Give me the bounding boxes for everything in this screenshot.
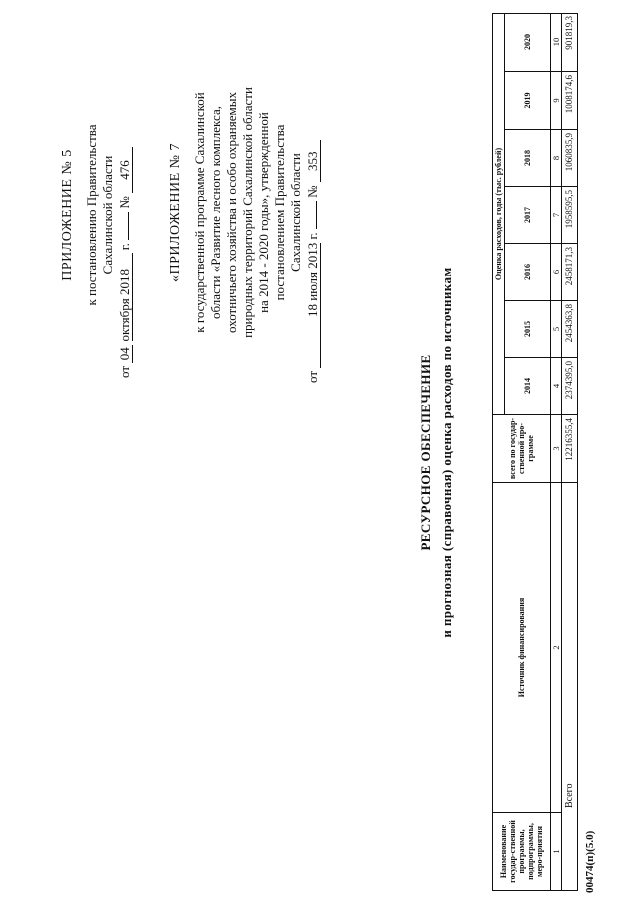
- header-year-2016: 2016: [505, 243, 551, 300]
- appendix-7-line-7: Сахалинской области: [288, 153, 303, 272]
- row-total-spacer: [562, 812, 577, 890]
- header-year-2015: 2015: [505, 300, 551, 357]
- header-total: всего по государ-ственной про-грамме: [493, 414, 551, 482]
- appendix-5-date-prefix: от: [117, 365, 132, 378]
- appendix-7-number-prefix: №: [305, 185, 320, 198]
- col-number-7: 7: [551, 186, 562, 243]
- document-title: РЕСУРСНОЕ ОБЕСПЕЧЕНИЕ: [418, 354, 433, 551]
- header-year-2018: 2018: [505, 129, 551, 186]
- row-total-sum: 12216355,4: [562, 414, 577, 482]
- appendix-5-date-gap: [128, 212, 129, 240]
- row-total-2019: 1008174,6: [562, 71, 577, 129]
- appendix-7-date-suffix: г.: [305, 232, 320, 240]
- header-year-2020: 2020: [505, 13, 551, 71]
- appendix-7-title: «ПРИЛОЖЕНИЕ № 7: [168, 143, 183, 282]
- appendix-5-title: ПРИЛОЖЕНИЕ № 5: [60, 149, 75, 281]
- appendix-5-number: 476: [118, 147, 133, 193]
- appendix-5-date-month-year: октября 2018: [118, 253, 133, 341]
- appendix-7-date-gap: [316, 201, 317, 229]
- appendix-5-line-1: к постановлению Правительства: [84, 124, 99, 306]
- appendix-7-date-value: 18 июля 2013: [306, 243, 321, 368]
- col-number-3: 3: [551, 414, 562, 482]
- col-number-9: 9: [551, 71, 562, 129]
- appendix-7-number: 353: [306, 140, 321, 182]
- row-total-2015: 2454363,8: [562, 300, 577, 357]
- appendix-7-date-prefix: от: [305, 370, 320, 383]
- appendix-7-line-5: на 2014 - 2020 годы», утвержденной: [256, 112, 271, 313]
- appendix-7-line-2: области «Развитие лесного комплекса,: [208, 106, 223, 319]
- appendix-5-date-suffix: г.: [117, 243, 132, 251]
- resource-table: [492, 13, 578, 891]
- row-total-2020: 901819,3: [564, 16, 574, 50]
- header-program-name: Наименование государ-ственной программы, подпрограммы, меро-приятия: [493, 812, 551, 890]
- header-estimate-years: Оценка расходов, годы (тыс. рублей): [493, 13, 505, 414]
- col-number-8: 8: [551, 129, 562, 186]
- appendix-7-line-6: постановлением Правительства: [272, 124, 287, 301]
- row-total-label: Всего: [562, 482, 577, 812]
- col-number-1: 1: [551, 812, 562, 890]
- appendix-7-block: [168, 40, 321, 385]
- col-number-2: 2: [551, 482, 562, 812]
- row-total-2017: 1958595,5: [562, 186, 577, 243]
- appendix-7-line-1: к государственной программе Сахалинской: [192, 92, 207, 333]
- col-number-5: 5: [551, 300, 562, 357]
- col-number-10: 10: [551, 13, 562, 71]
- appendix-7-line-4: природных территорий Сахалинской области: [240, 87, 255, 338]
- row-total-2018: 1060835,9: [562, 129, 577, 186]
- row-total-2014: 2374395,0: [562, 357, 577, 414]
- col-number-4: 4: [551, 357, 562, 414]
- col-number-6: 6: [551, 243, 562, 300]
- row-total-2016: 2458171,3: [562, 243, 577, 300]
- document-subtitle: и прогнозная (справочная) оценка расходов по источникам: [439, 267, 454, 638]
- header-funding-source: Источник финансирования: [493, 482, 551, 812]
- appendix-7-line-3: охотничьего хозяйства и особо охраняемых: [224, 92, 239, 333]
- appendix-7-date-line: [305, 40, 321, 385]
- appendix-5-date-line: [117, 50, 133, 380]
- appendix-5-date-day: 04: [118, 345, 133, 363]
- document-code: 00474(п)(5.0): [584, 830, 596, 893]
- appendix-5-line-2: Сахалинской области: [100, 155, 115, 275]
- header-year-2019: 2019: [505, 71, 551, 129]
- appendix-5-number-prefix: №: [117, 196, 132, 209]
- appendix-5-block: [60, 50, 133, 380]
- header-year-2017: 2017: [505, 186, 551, 243]
- header-year-2014: 2014: [505, 357, 551, 414]
